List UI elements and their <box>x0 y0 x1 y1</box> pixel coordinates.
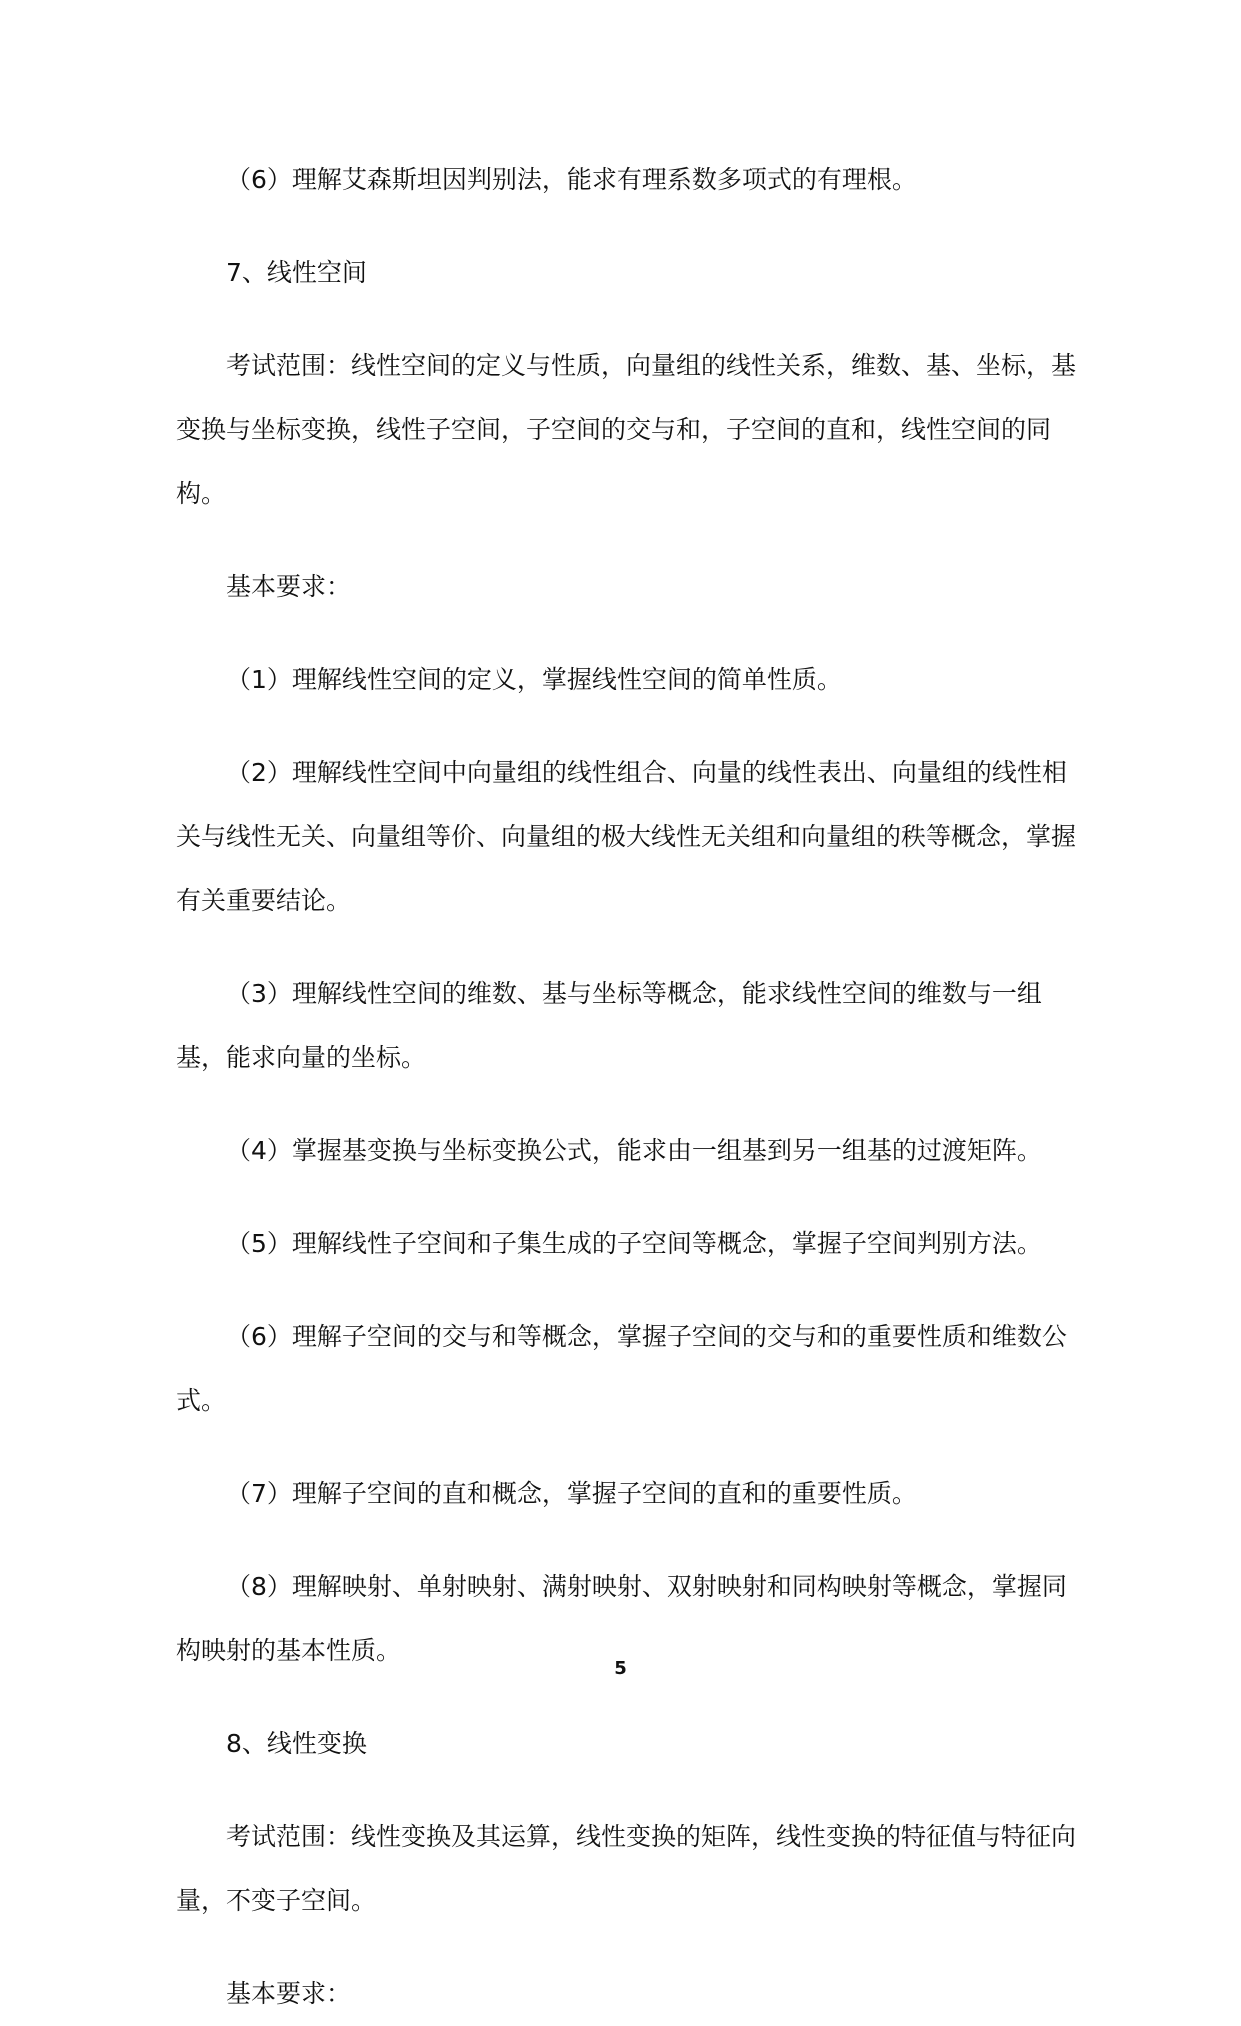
paragraph-item-6-eisenstein: （6）理解艾森斯坦因判别法，能求有理系数多项式的有理根。 <box>226 165 917 194</box>
requirement-item-7: （7）理解子空间的直和概念，掌握子空间的直和的重要性质。 <box>226 1479 917 1508</box>
section-heading-linear-transformation: 8、线性变换 <box>226 1729 367 1758</box>
section-heading-linear-space: 7、线性空间 <box>226 258 367 287</box>
requirement-item-5: （5）理解线性子空间和子集生成的子空间等概念，掌握子空间判别方法。 <box>226 1229 1042 1258</box>
requirement-item-8: （8）理解映射、单射映射、满射映射、双射映射和同构映射等概念，掌握同构映射的基本性质。 <box>176 1572 1067 1665</box>
requirement-item-1: （1）理解线性空间的定义，掌握线性空间的简单性质。 <box>226 665 842 694</box>
basic-requirements-label-2: 基本要求： <box>226 1979 352 2008</box>
page-number: 5 <box>614 1658 627 1679</box>
requirement-item-6: （6）理解子空间的交与和等概念，掌握子空间的交与和的重要性质和维数公式。 <box>176 1322 1067 1415</box>
requirement-item-4: （4）掌握基变换与坐标变换公式，能求由一组基到另一组基的过渡矩阵。 <box>226 1136 1042 1165</box>
requirement-item-2: （2）理解线性空间中向量组的线性组合、向量的线性表出、向量组的线性相关与线性无关、向量组等价、向量组的极大线性无关组和向量组的秩等概念，掌握有关重要结论。 <box>176 758 1077 915</box>
exam-scope-linear-transformation: 考试范围：线性变换及其运算，线性变换的矩阵，线性变换的特征值与特征向量，不变子空间。 <box>176 1822 1077 1915</box>
document-body <box>176 148 1088 2026</box>
basic-requirements-label: 基本要求： <box>226 572 352 601</box>
exam-scope-linear-space: 考试范围：线性空间的定义与性质，向量组的线性关系，维数、基、坐标，基变换与坐标变换，线性子空间，子空间的交与和，子空间的直和，线性空间的同构。 <box>176 351 1077 508</box>
requirement-item-3: （3）理解线性空间的维数、基与坐标等概念，能求线性空间的维数与一组基，能求向量的坐标。 <box>176 979 1042 1072</box>
